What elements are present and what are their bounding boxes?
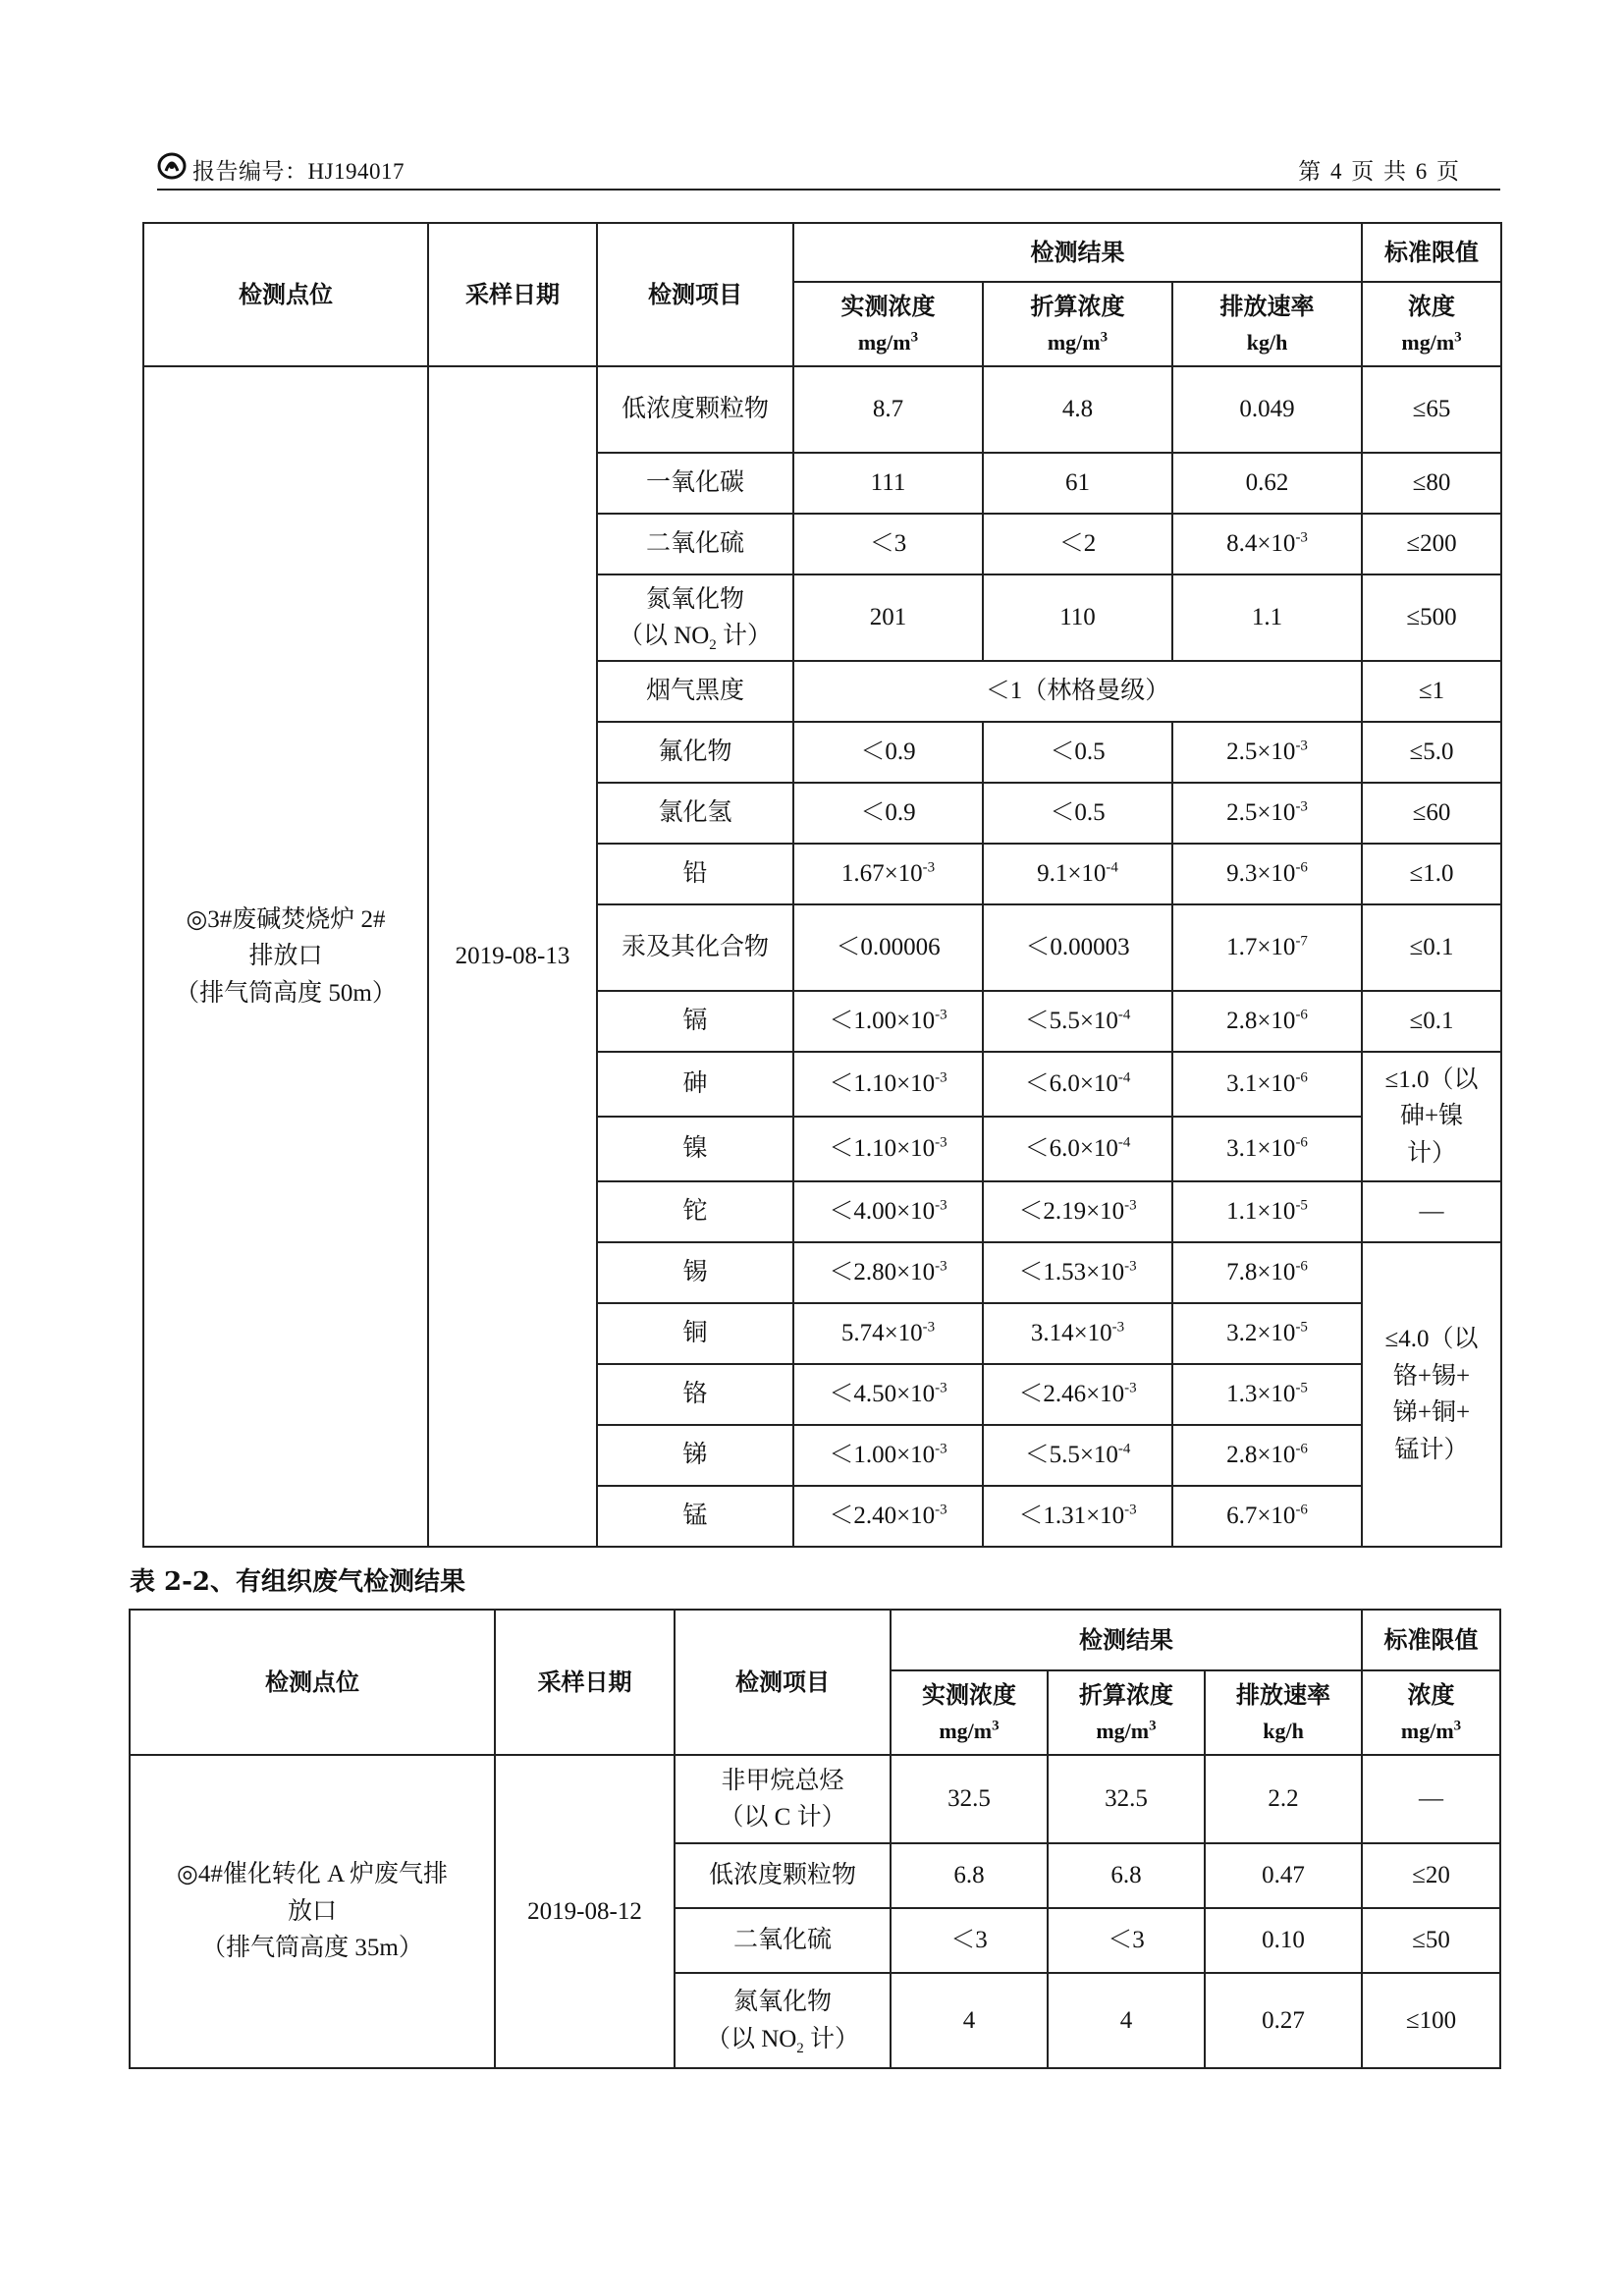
measured-cell: ＜0.00006: [793, 904, 983, 991]
measured-cell: $<1.10\times 10^{-3}$: [793, 1117, 983, 1181]
col-header-converted: 折算浓度 $mg/m^3$: [983, 282, 1172, 366]
item-cell: 铊: [597, 1181, 793, 1242]
rate-cell: 2.2: [1205, 1755, 1362, 1843]
item-cell: 氯化氢: [597, 783, 793, 844]
table-2: [129, 1609, 1501, 2069]
measured-cell: $<4.00\times 10^{-3}$: [793, 1181, 983, 1242]
converted-cell: 6.8: [1048, 1843, 1205, 1908]
item-cell: 烟气黑度: [597, 661, 793, 722]
page-indicator: 第 4 页 共 6 页: [1298, 159, 1461, 184]
col-header-rate: 排放速率 kg/h: [1172, 282, 1362, 366]
item-cell: 一氧化碳: [597, 453, 793, 514]
converted-cell: $<2.46\times 10^{-3}$: [983, 1364, 1172, 1425]
rate-cell: $1.7\times 10^{-7}$: [1172, 904, 1362, 991]
measured-cell: $<2.40\times 10^{-3}$: [793, 1486, 983, 1547]
rate-cell: 1.1: [1172, 574, 1362, 661]
page-header: [157, 149, 1500, 191]
limit-cell: ≤500: [1362, 574, 1501, 661]
report-number: 报告编号：HJ194017: [192, 159, 406, 184]
converted-cell: 110: [983, 574, 1172, 661]
col-header-measured: 实测浓度 $mg/m^3$: [793, 282, 983, 366]
rate-cell: 0.27: [1205, 1973, 1362, 2068]
measured-cell: $<1.00\times 10^{-3}$: [793, 1425, 983, 1486]
measured-cell: $<2.80\times 10^{-3}$: [793, 1242, 983, 1303]
limit-cell: ≤0.1: [1362, 904, 1501, 991]
col-header-date: 采样日期: [495, 1610, 675, 1755]
limit-cell: ≤20: [1362, 1843, 1500, 1908]
limit-cell: ≤50: [1362, 1908, 1500, 1973]
measured-cell: $<1.10\times 10^{-3}$: [793, 1052, 983, 1117]
sampling-point: ◎4#催化转化 A 炉废气排 放口 （排气筒高度 35m）: [130, 1755, 495, 2068]
converted-cell: $<6.0\times 10^{-4}$: [983, 1117, 1172, 1181]
measured-cell: 201: [793, 574, 983, 661]
converted-cell: $<2.19\times 10^{-3}$: [983, 1181, 1172, 1242]
item-cell: 氮氧化物 （以 $NO_2$ 计）: [597, 574, 793, 661]
rate-cell: $3.2\times 10^{-5}$: [1172, 1303, 1362, 1364]
measured-cell: 6.8: [891, 1843, 1048, 1908]
converted-cell: 4.8: [983, 366, 1172, 453]
rate-cell: $8.4\times 10^{-3}$: [1172, 514, 1362, 574]
rate-cell: $3.1\times 10^{-6}$: [1172, 1052, 1362, 1117]
converted-cell: $3.14\times 10^{-3}$: [983, 1303, 1172, 1364]
limit-cell: ≤0.1: [1362, 991, 1501, 1052]
col-header-converted: 折算浓度 $mg/m^3$: [1048, 1670, 1205, 1755]
rate-cell: $3.1\times 10^{-6}$: [1172, 1117, 1362, 1181]
measured-cell: ＜3: [793, 514, 983, 574]
item-cell: 氮氧化物 （以 $NO_2$ 计）: [675, 1973, 891, 2068]
sampling-date: 2019-08-13: [428, 366, 597, 1547]
measured-cell: 32.5: [891, 1755, 1048, 1843]
converted-cell: $<1.31\times 10^{-3}$: [983, 1486, 1172, 1547]
col-header-date: 采样日期: [428, 223, 597, 366]
col-header-limit: 标准限值: [1362, 223, 1501, 282]
measured-cell: 4: [891, 1973, 1048, 2068]
limit-cell: ≤100: [1362, 1973, 1500, 2068]
converted-cell: ＜0.5: [983, 783, 1172, 844]
converted-cell: $<6.0\times 10^{-4}$: [983, 1052, 1172, 1117]
table-row: [143, 366, 1501, 453]
limit-cell: ≤5.0: [1362, 722, 1501, 783]
limit-cell-group: ≤4.0（以 铬+锡+ 锑+铜+ 锰计）: [1362, 1242, 1501, 1547]
rate-cell: 0.47: [1205, 1843, 1362, 1908]
col-header-measured: 实测浓度 $mg/m^3$: [891, 1670, 1048, 1755]
rate-cell: 0.049: [1172, 366, 1362, 453]
item-cell: 低浓度颗粒物: [675, 1843, 891, 1908]
converted-cell: 32.5: [1048, 1755, 1205, 1843]
item-cell: 锑: [597, 1425, 793, 1486]
item-cell: 铅: [597, 844, 793, 904]
converted-cell: ＜3: [1048, 1908, 1205, 1973]
converted-cell: $9.1\times 10^{-4}$: [983, 844, 1172, 904]
converted-cell: ＜2: [983, 514, 1172, 574]
converted-cell: $<5.5\times 10^{-4}$: [983, 1425, 1172, 1486]
merged-result-cell: ＜1（林格曼级）: [793, 661, 1362, 722]
converted-cell: ＜0.00003: [983, 904, 1172, 991]
item-cell: 镉: [597, 991, 793, 1052]
measured-cell: $5.74\times 10^{-3}$: [793, 1303, 983, 1364]
col-header-point: 检测点位: [143, 223, 428, 366]
item-cell: 二氧化硫: [675, 1908, 891, 1973]
rate-cell: $2.8\times 10^{-6}$: [1172, 991, 1362, 1052]
item-cell: 锰: [597, 1486, 793, 1547]
measured-cell: 111: [793, 453, 983, 514]
sampling-date: 2019-08-12: [495, 1755, 675, 2068]
converted-cell: $<1.53\times 10^{-3}$: [983, 1242, 1172, 1303]
col-header-result: 检测结果: [793, 223, 1362, 282]
col-header-conc: 浓度 $mg/m^3$: [1362, 1670, 1500, 1755]
col-header-item: 检测项目: [675, 1610, 891, 1755]
converted-cell: $<5.5\times 10^{-4}$: [983, 991, 1172, 1052]
limit-cell: —: [1362, 1181, 1501, 1242]
item-cell: 铜: [597, 1303, 793, 1364]
item-cell: 二氧化硫: [597, 514, 793, 574]
col-header-rate: 排放速率 kg/h: [1205, 1670, 1362, 1755]
col-header-conc: 浓度 $mg/m^3$: [1362, 282, 1501, 366]
limit-cell-as-ni: ≤1.0（以 砷+镍 计）: [1362, 1052, 1501, 1181]
measured-cell: $<4.50\times 10^{-3}$: [793, 1364, 983, 1425]
item-cell: 镍: [597, 1117, 793, 1181]
rate-cell: $2.5\times 10^{-3}$: [1172, 783, 1362, 844]
table-2-caption: 表 2-2、有组织废气检测结果: [130, 1567, 466, 1597]
item-cell: 锡: [597, 1242, 793, 1303]
item-cell: 汞及其化合物: [597, 904, 793, 991]
rate-cell: $1.3\times 10^{-5}$: [1172, 1364, 1362, 1425]
col-header-point: 检测点位: [130, 1610, 495, 1755]
limit-cell: ≤1: [1362, 661, 1501, 722]
limit-cell: ≤60: [1362, 783, 1501, 844]
converted-cell: 4: [1048, 1973, 1205, 2068]
limit-cell: ≤80: [1362, 453, 1501, 514]
col-header-item: 检测项目: [597, 223, 793, 366]
converted-cell: 61: [983, 453, 1172, 514]
limit-cell: ≤1.0: [1362, 844, 1501, 904]
rate-cell: 0.10: [1205, 1908, 1362, 1973]
measured-cell: $<1.00\times 10^{-3}$: [793, 991, 983, 1052]
limit-cell: —: [1362, 1755, 1500, 1843]
sampling-point: ◎3#废碱焚烧炉 2# 排放口 （排气筒高度 50m）: [143, 366, 428, 1547]
rate-cell: $2.8\times 10^{-6}$: [1172, 1425, 1362, 1486]
limit-cell: ≤65: [1362, 366, 1501, 453]
item-cell: 低浓度颗粒物: [597, 366, 793, 453]
converted-cell: ＜0.5: [983, 722, 1172, 783]
item-cell: 砷: [597, 1052, 793, 1117]
measured-cell: 8.7: [793, 366, 983, 453]
item-cell: 氟化物: [597, 722, 793, 783]
col-header-limit: 标准限值: [1362, 1610, 1500, 1670]
company-logo-icon: [157, 151, 187, 181]
rate-cell: $7.8\times 10^{-6}$: [1172, 1242, 1362, 1303]
measured-cell: ＜0.9: [793, 783, 983, 844]
item-cell: 铬: [597, 1364, 793, 1425]
measured-cell: ＜0.9: [793, 722, 983, 783]
rate-cell: $2.5\times 10^{-3}$: [1172, 722, 1362, 783]
table-1: [142, 222, 1502, 1548]
rate-cell: 0.62: [1172, 453, 1362, 514]
col-header-result: 检测结果: [891, 1610, 1362, 1670]
item-cell: 非甲烷总烃 （以 C 计）: [675, 1755, 891, 1843]
table-row: [130, 1755, 1500, 1843]
rate-cell: $6.7\times 10^{-6}$: [1172, 1486, 1362, 1547]
limit-cell: ≤200: [1362, 514, 1501, 574]
rate-cell: $1.1\times 10^{-5}$: [1172, 1181, 1362, 1242]
rate-cell: $9.3\times 10^{-6}$: [1172, 844, 1362, 904]
measured-cell: ＜3: [891, 1908, 1048, 1973]
measured-cell: $1.67\times 10^{-3}$: [793, 844, 983, 904]
